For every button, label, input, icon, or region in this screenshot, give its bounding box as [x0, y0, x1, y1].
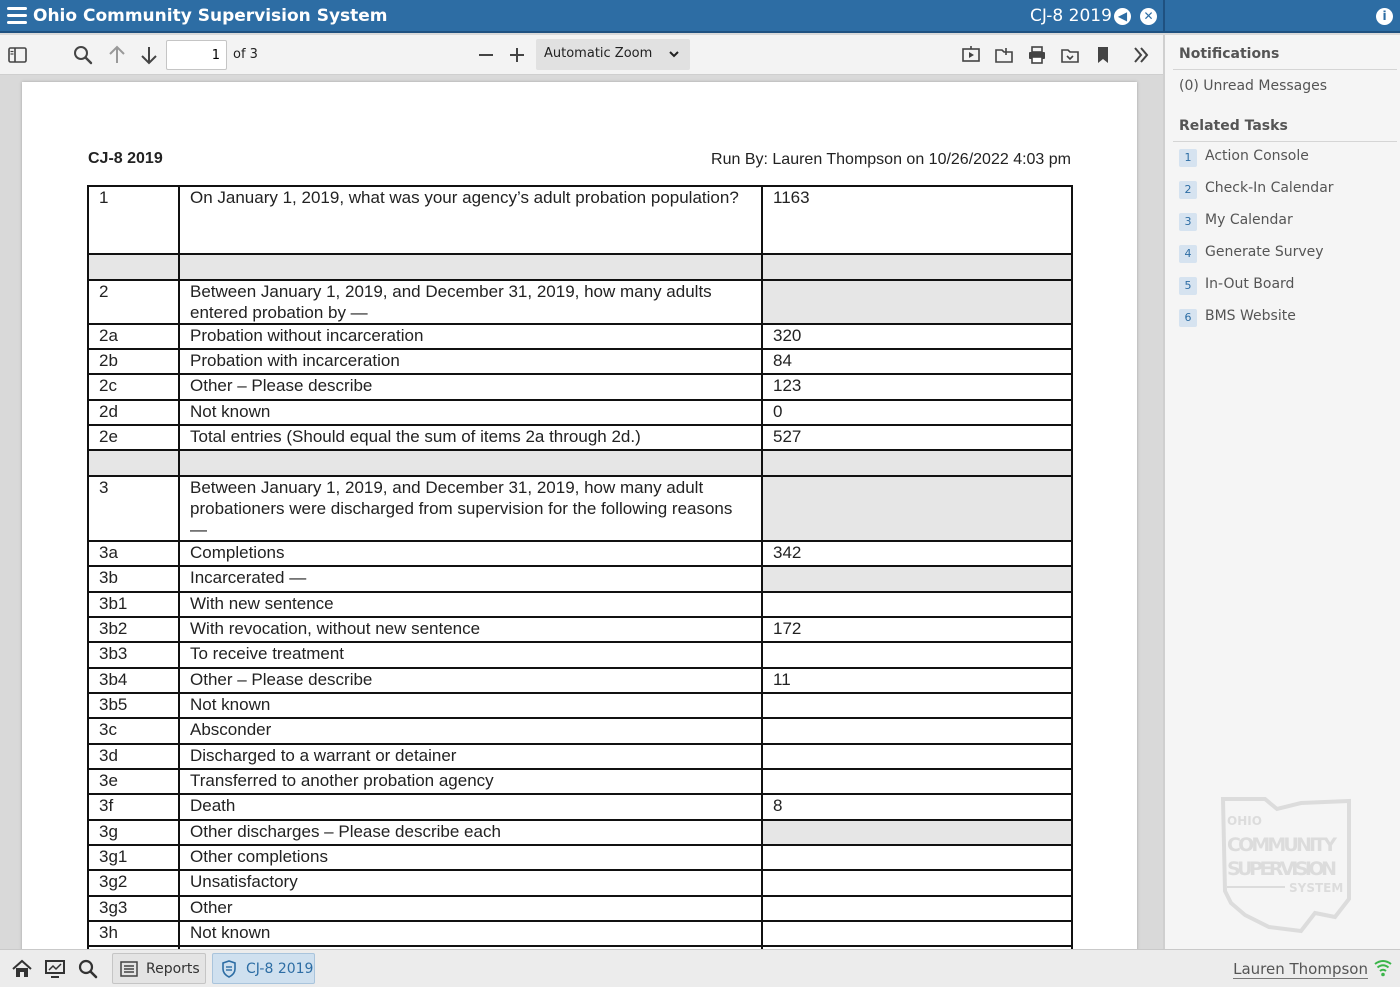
question-text: Total entries (Should equal the sum of items 2a through 2d.) — [179, 425, 762, 450]
task-index-badge: 4 — [1179, 245, 1197, 263]
question-text: Completions — [179, 541, 762, 566]
sidebar-divider — [1173, 141, 1397, 142]
search-icon[interactable] — [71, 43, 95, 67]
answer-value — [762, 820, 1072, 845]
question-text: Probation without incarceration — [179, 324, 762, 349]
question-number: 1 — [88, 186, 179, 254]
bookmark-icon[interactable] — [1091, 43, 1115, 67]
unread-messages-link[interactable]: (0) Unread Messages — [1179, 78, 1328, 94]
table-row — [88, 566, 1072, 592]
question-number: 2c — [88, 374, 179, 400]
answer-value — [762, 845, 1072, 870]
svg-text:SUPERVISION: SUPERVISION — [1227, 858, 1337, 880]
close-icon[interactable]: ✕ — [1140, 8, 1157, 25]
related-task-item[interactable] — [1179, 179, 1394, 201]
question-text: Not known — [179, 693, 762, 718]
task-index-badge: 3 — [1179, 213, 1197, 231]
task-index-badge: 5 — [1179, 277, 1197, 295]
answer-value — [762, 718, 1072, 744]
cj8-2019-tab-label: CJ-8 2019 — [246, 961, 314, 977]
question-number: 3 — [88, 476, 179, 541]
info-icon[interactable]: i — [1376, 8, 1393, 25]
answer-value — [762, 870, 1072, 896]
monitor-icon[interactable] — [44, 958, 66, 980]
current-user-link[interactable]: Lauren Thompson — [1233, 960, 1368, 978]
question-text: Death — [179, 794, 762, 820]
question-text: Absconder — [179, 718, 762, 744]
question-text: Incarcerated — — [179, 566, 762, 592]
related-task-item[interactable] — [1179, 275, 1394, 297]
pdf-page — [22, 82, 1137, 949]
question-text: Unsatisfactory — [179, 870, 762, 896]
presentation-icon[interactable] — [959, 43, 983, 67]
table-row — [88, 718, 1072, 744]
question-text: Other – Please describe — [179, 668, 762, 693]
question-number: 2a — [88, 324, 179, 349]
task-label: Generate Survey — [1205, 244, 1324, 260]
notifications-heading: Notifications — [1179, 46, 1280, 62]
shield-icon — [219, 959, 239, 979]
answer-value: 320 — [762, 324, 1072, 349]
survey-table — [87, 185, 1073, 949]
question-number: 3b2 — [88, 617, 179, 642]
question-number: 3g1 — [88, 845, 179, 870]
table-row — [88, 870, 1072, 896]
related-tasks-heading: Related Tasks — [1179, 118, 1288, 134]
zoom-out-icon[interactable] — [474, 43, 498, 67]
question-number: 2b — [88, 349, 179, 374]
table-row — [88, 186, 1072, 254]
question-number: 3h — [88, 921, 179, 946]
table-row — [88, 400, 1072, 425]
question-number: 3e — [88, 769, 179, 794]
table-row — [88, 349, 1072, 374]
question-number: 2 — [88, 280, 179, 324]
table-row — [88, 254, 1072, 280]
svg-text:SYSTEM: SYSTEM — [1289, 881, 1344, 895]
answer-value — [762, 450, 1072, 476]
question-number: 3b — [88, 566, 179, 592]
question-number: 3a — [88, 541, 179, 566]
answer-value: 342 — [762, 541, 1072, 566]
related-task-item[interactable] — [1179, 211, 1394, 233]
table-row — [88, 450, 1072, 476]
table-row — [88, 617, 1072, 642]
page-count-label: of 3 — [233, 47, 258, 62]
save-icon[interactable] — [1058, 43, 1082, 67]
table-row — [88, 744, 1072, 769]
cj8-2019-tab[interactable] — [212, 953, 315, 984]
question-number: 2d — [88, 400, 179, 425]
table-row — [88, 592, 1072, 617]
question-text — [179, 254, 762, 280]
task-label: Check-In Calendar — [1205, 180, 1334, 196]
task-label: Action Console — [1205, 148, 1309, 164]
sidebar-toggle-icon[interactable] — [6, 43, 30, 67]
zoom-select[interactable] — [536, 39, 690, 70]
answer-value — [762, 254, 1072, 280]
answer-value — [762, 769, 1072, 794]
question-number: 3d — [88, 744, 179, 769]
answer-value — [762, 642, 1072, 668]
answer-value: 11 — [762, 668, 1072, 693]
table-row — [88, 280, 1072, 324]
answer-value — [762, 744, 1072, 769]
table-row — [88, 693, 1072, 718]
back-arrow-icon[interactable]: ◀ — [1114, 8, 1131, 25]
answer-value: 527 — [762, 425, 1072, 450]
table-row — [88, 794, 1072, 820]
chevron-down-icon — [668, 48, 680, 60]
related-task-item[interactable] — [1179, 243, 1394, 265]
question-text: Other completions — [179, 845, 762, 870]
question-number: 3c — [88, 718, 179, 744]
question-number: 3b4 — [88, 668, 179, 693]
table-row — [88, 642, 1072, 668]
question-number: 3f — [88, 794, 179, 820]
table-row — [88, 668, 1072, 693]
arrow-up-icon[interactable] — [105, 43, 129, 67]
svg-text:COMMUNITY: COMMUNITY — [1227, 834, 1337, 856]
search-icon[interactable] — [77, 958, 99, 980]
task-index-badge: 6 — [1179, 309, 1197, 327]
answer-value — [762, 921, 1072, 946]
document-code: CJ-8 2019 — [88, 150, 163, 167]
bottom-taskbar — [0, 949, 1400, 987]
reports-tab-label: Reports — [146, 961, 200, 977]
question-number: 3g3 — [88, 896, 179, 921]
answer-value — [762, 476, 1072, 541]
table-row — [88, 845, 1072, 870]
task-label: BMS Website — [1205, 308, 1296, 324]
question-text: Not known — [179, 400, 762, 425]
open-file-icon[interactable] — [992, 43, 1016, 67]
question-text: Between January 1, 2019, and December 31, 2019, how many adults entered probation by — — [179, 280, 762, 324]
home-icon[interactable] — [11, 958, 33, 980]
answer-value: 8 — [762, 794, 1072, 820]
table-row — [88, 324, 1072, 349]
question-number — [88, 254, 179, 280]
hamburger-menu-icon[interactable] — [7, 7, 27, 25]
question-text: Other discharges – Please describe each — [179, 820, 762, 845]
question-number: 3b5 — [88, 693, 179, 718]
question-text: Transferred to another probation agency — [179, 769, 762, 794]
ohio-community-supervision-logo — [1217, 795, 1355, 935]
print-icon[interactable] — [1025, 43, 1049, 67]
answer-value — [762, 693, 1072, 718]
question-number: 2e — [88, 425, 179, 450]
task-index-badge: 2 — [1179, 181, 1197, 199]
reports-tab[interactable] — [112, 953, 206, 984]
arrow-down-icon[interactable] — [137, 43, 161, 67]
table-row — [88, 541, 1072, 566]
header-divider — [1163, 0, 1165, 33]
answer-value: 0 — [762, 400, 1072, 425]
task-label: In-Out Board — [1205, 276, 1295, 292]
question-text: Discharged to a warrant or detainer — [179, 744, 762, 769]
table-row — [88, 476, 1072, 541]
question-text: Other – Please describe — [179, 374, 762, 400]
question-number: 3g — [88, 820, 179, 845]
sidebar-divider — [1173, 69, 1397, 70]
question-text: Probation with incarceration — [179, 349, 762, 374]
answer-value: 84 — [762, 349, 1072, 374]
run-by-label: Run By: Lauren Thompson on 10/26/2022 4:03 pm — [711, 151, 1071, 168]
task-index-badge: 1 — [1179, 149, 1197, 167]
app-header — [0, 0, 1400, 33]
pdf-toolbar — [0, 35, 1163, 75]
answer-value: 1163 — [762, 186, 1072, 254]
table-row — [88, 769, 1072, 794]
question-text: To receive treatment — [179, 642, 762, 668]
related-task-item[interactable] — [1179, 147, 1394, 169]
table-row — [88, 374, 1072, 400]
answer-value: 123 — [762, 374, 1072, 400]
question-number: 3g2 — [88, 870, 179, 896]
answer-value — [762, 896, 1072, 921]
svg-text:OHIO: OHIO — [1227, 814, 1262, 828]
question-number — [88, 450, 179, 476]
table-row — [88, 896, 1072, 921]
answer-value — [762, 592, 1072, 617]
double-chevron-right-icon[interactable] — [1129, 43, 1153, 67]
connection-signal-icon — [1374, 959, 1392, 977]
question-text: Other — [179, 896, 762, 921]
answer-value — [762, 566, 1072, 592]
question-number: 3b3 — [88, 642, 179, 668]
question-text — [179, 450, 762, 476]
app-title: Ohio Community Supervision System — [33, 6, 388, 26]
task-label: My Calendar — [1205, 212, 1293, 228]
question-text: With revocation, without new sentence — [179, 617, 762, 642]
question-number: 3b1 — [88, 592, 179, 617]
question-text: With new sentence — [179, 592, 762, 617]
document-viewport[interactable] — [0, 76, 1163, 949]
question-text: Between January 1, 2019, and December 31, 2019, how many adult probationers were discharged from supervision for the following reasons — — [179, 476, 762, 541]
question-text: Not known — [179, 921, 762, 946]
right-sidebar — [1163, 35, 1400, 949]
table-row — [88, 425, 1072, 450]
table-row — [88, 820, 1072, 845]
answer-value — [762, 280, 1072, 324]
page-number-input[interactable] — [166, 40, 227, 70]
zoom-select-value: Automatic Zoom — [544, 46, 653, 61]
related-task-item[interactable] — [1179, 307, 1394, 329]
list-document-icon — [119, 959, 139, 979]
document-tab-title: CJ-8 2019 — [1030, 6, 1112, 26]
answer-value: 172 — [762, 617, 1072, 642]
question-text: On January 1, 2019, what was your agency’s adult probation population? — [179, 186, 762, 254]
table-row — [88, 921, 1072, 946]
zoom-in-icon[interactable] — [505, 43, 529, 67]
